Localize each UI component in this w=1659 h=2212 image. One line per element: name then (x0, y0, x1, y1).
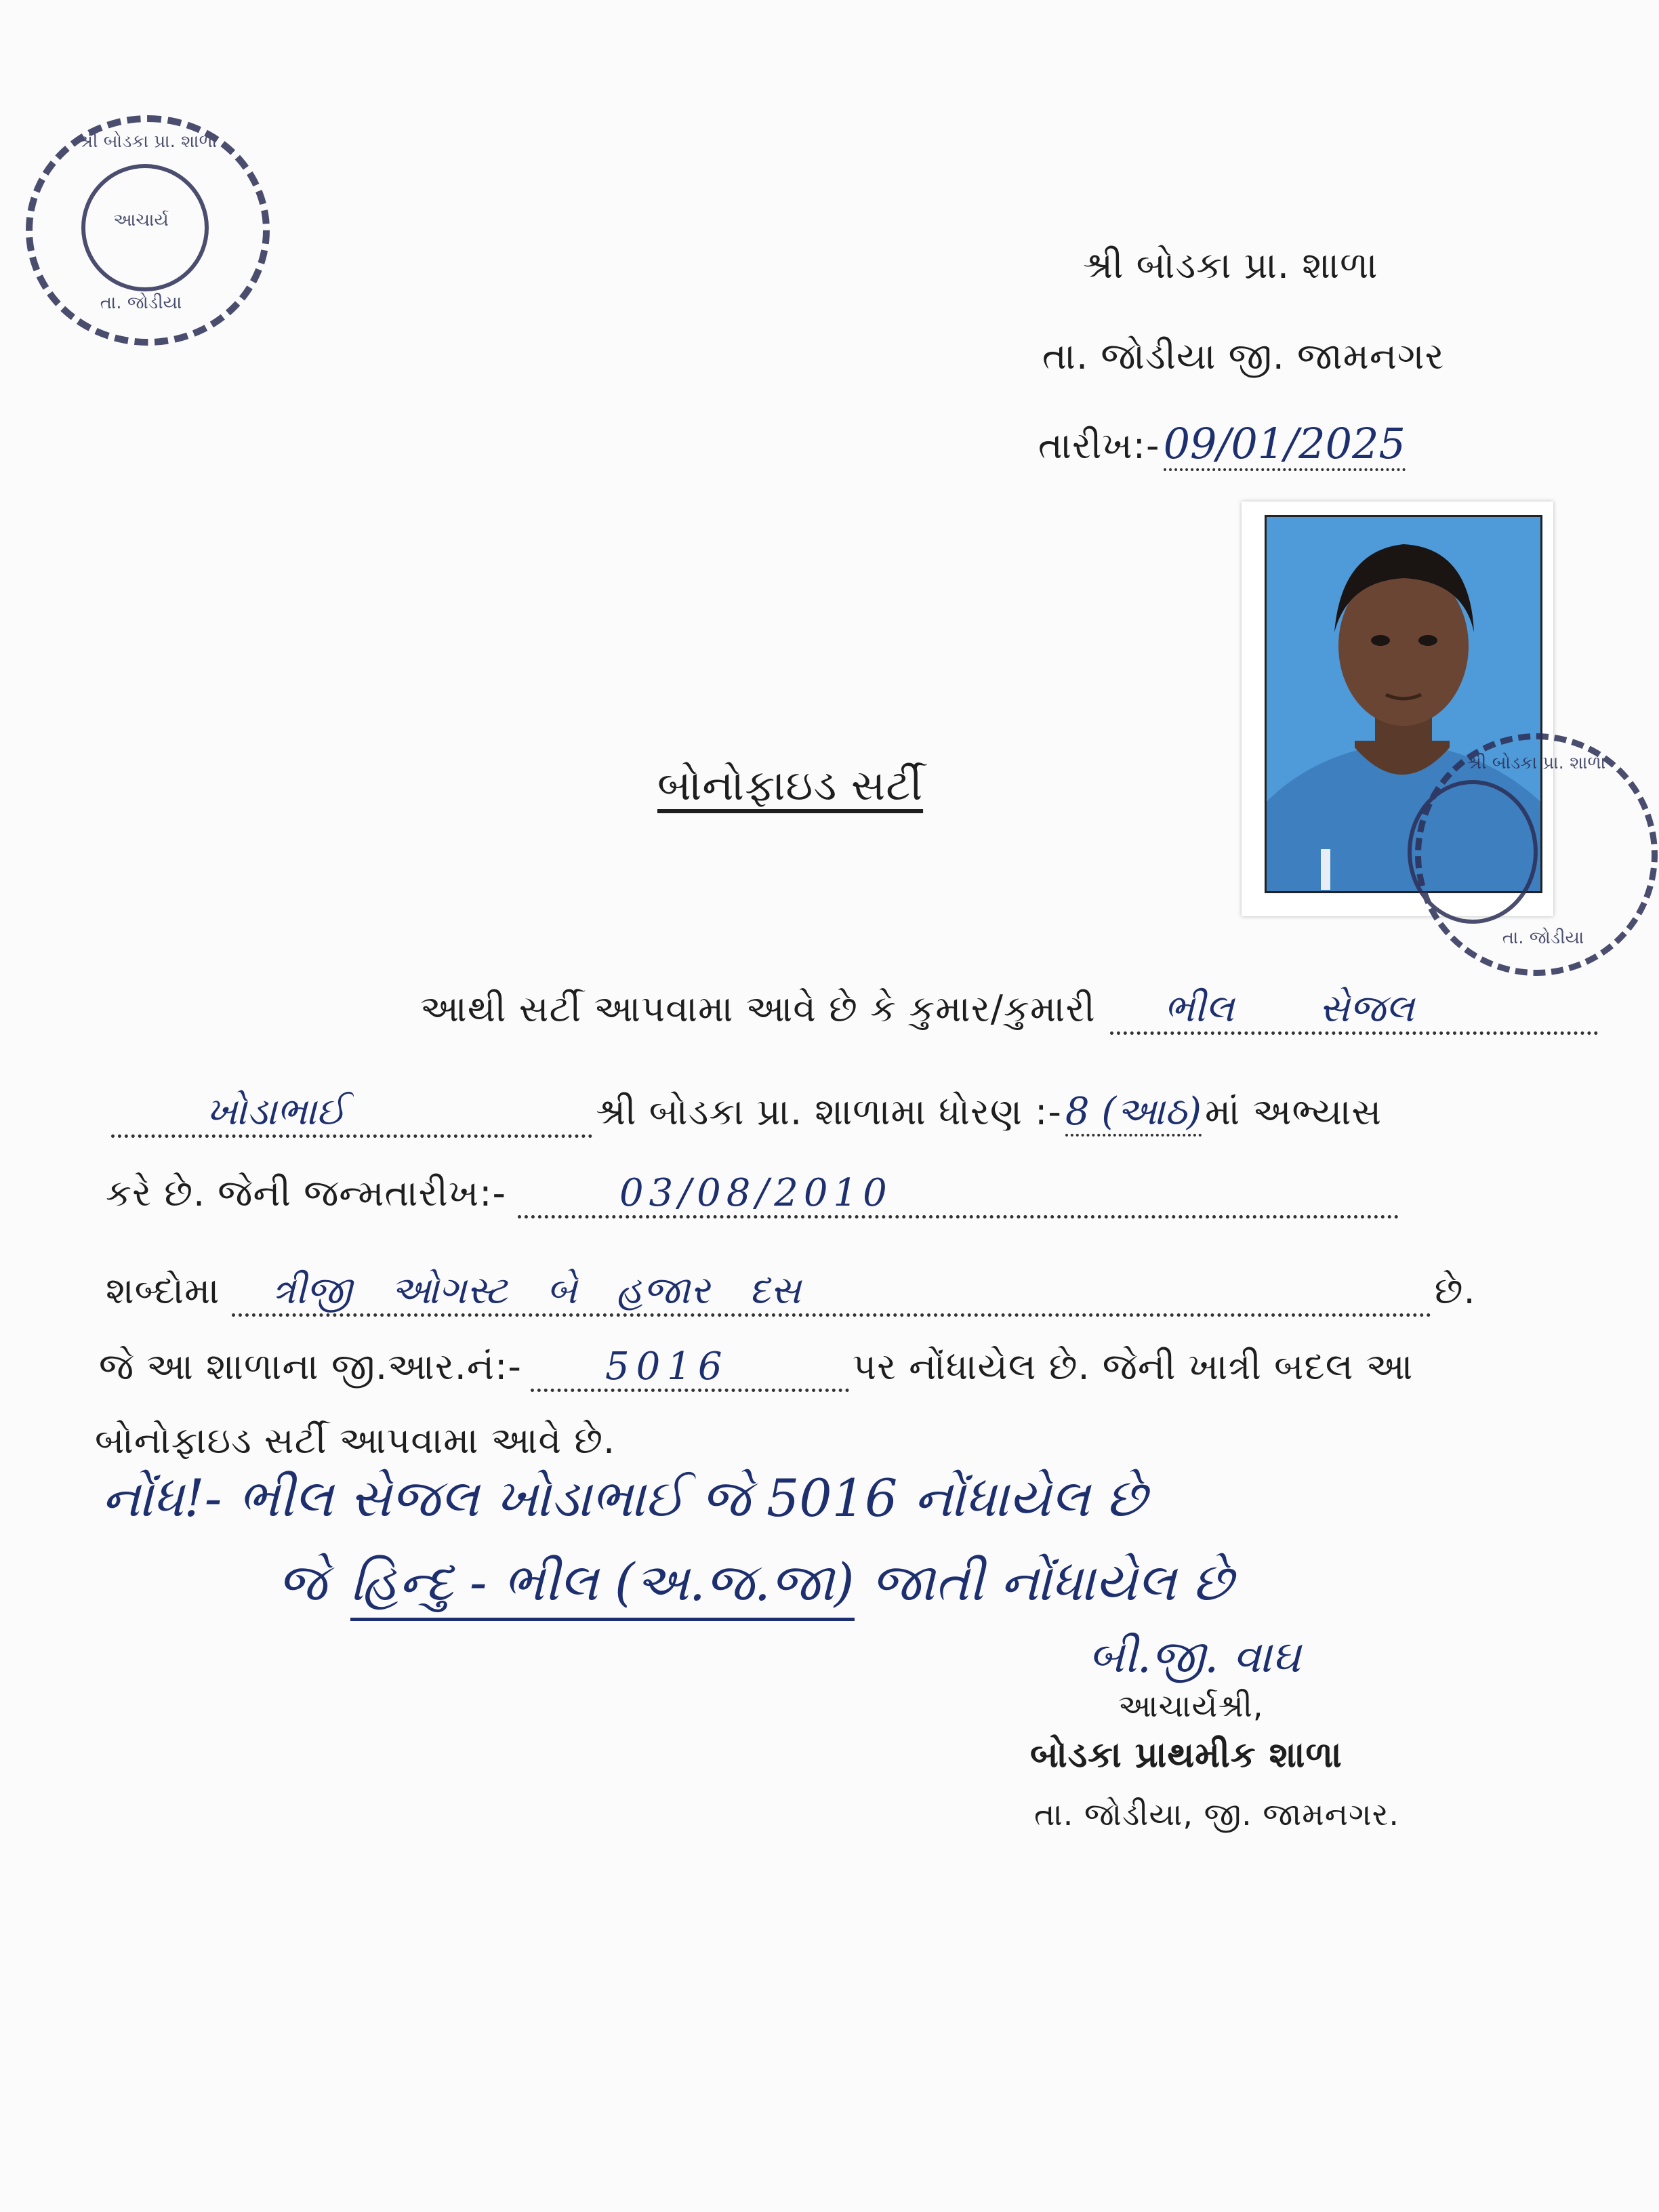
standard-value: 8 (આઠ) (1065, 1090, 1202, 1136)
stamp-center-text: આચાર્ય (113, 210, 169, 230)
body-line-4 (106, 1269, 1476, 1317)
father-name: ખોડાભાઈ (206, 1090, 346, 1134)
stamp-photo-bottom-text: તા. જોડીયા (1502, 928, 1584, 948)
body-line-3 (106, 1171, 1399, 1218)
date-value: 09/01/2025 (1164, 419, 1406, 471)
father-name-field (111, 1090, 592, 1138)
gr-number: 5016 (605, 1345, 729, 1389)
school-address: તા. જોડીયા જી. જામનગર (1042, 335, 1445, 377)
school-stamp-top-left (26, 115, 270, 346)
stamp-photo-top-text: શ્રી બોડકા પ્રા. શાળા (1467, 753, 1606, 773)
note-line-2 (278, 1552, 1232, 1614)
closing-line: બોનોફાઇડ સર્ટી આપવામા આવે છે. (95, 1419, 616, 1462)
principal-signature: બી.જી. વાઘ (1088, 1631, 1301, 1683)
date-label: તારીખ:- (1038, 424, 1160, 467)
birth-date-field (518, 1171, 1399, 1218)
signature-role: આચાર્યશ્રી, (1118, 1687, 1264, 1724)
student-name-field (1110, 987, 1598, 1035)
words-label: શબ્દોમા (106, 1269, 220, 1312)
birth-date-words-field (232, 1269, 1431, 1317)
student-name-part1: ભીલ (1164, 987, 1234, 1031)
date-row (1038, 419, 1406, 468)
gr-suffix: પર નોંધાયેલ છે. જેની ખાત્રી બદલ આ (853, 1345, 1414, 1388)
stamp-photo-inner-ring (1408, 780, 1538, 924)
body-line-5 (99, 1345, 1413, 1392)
words-suffix: છે. (1434, 1269, 1476, 1312)
line2-suffix: માં અભ્યાસ (1204, 1090, 1382, 1133)
birth-date: 03/08/2010 (619, 1171, 893, 1215)
body-line-2 (111, 1090, 1382, 1138)
signature-school: બોડકા પ્રાથમીક શાળા (1030, 1735, 1343, 1776)
signature-address: તા. જોડીયા, જી. જામનગર. (1034, 1796, 1400, 1832)
birth-date-words: ત્રીજી ઓગસ્ટ બે હજાર દસ (272, 1269, 801, 1313)
note-line2-prefix: જે (278, 1552, 327, 1612)
school-name: શ્રી બોડકા પ્રા. શાળા (1083, 244, 1378, 287)
gr-prefix: જે આ શાળાના જી.આર.નં:- (99, 1345, 522, 1388)
stamp-top-text: શ્રી બોડકા પ્રા. શાળા (78, 131, 218, 152)
line1-prefix: આથી સર્ટી આપવામા આવે છે કે કુમાર/કુમારી (420, 987, 1096, 1030)
note-line-1: નોંધ!- ભીલ સેજલ ખોડાભાઈ જે 5016 નોંધાયેલ છે (102, 1468, 1146, 1528)
gr-number-field (531, 1345, 849, 1392)
line2-middle: શ્રી બોડકા પ્રા. શાળામા ધોરણ :- (596, 1090, 1062, 1133)
certificate-title: બોનોફાઇડ સર્ટી (657, 760, 924, 810)
school-stamp-photo (1415, 733, 1658, 976)
note-line2-underlined: હિન્દુ - ભીલ (અ.જ.જા) (350, 1552, 855, 1621)
line3-prefix: કરે છે. જેની જન્મતારીખ:- (106, 1172, 506, 1214)
body-line-1 (420, 987, 1598, 1035)
note-line2-suffix: જાતી નોંધાયેલ છે (871, 1552, 1233, 1612)
stamp-bottom-text: તા. જોડીયા (100, 293, 182, 313)
student-name-part2: સેજલ (1319, 987, 1414, 1031)
